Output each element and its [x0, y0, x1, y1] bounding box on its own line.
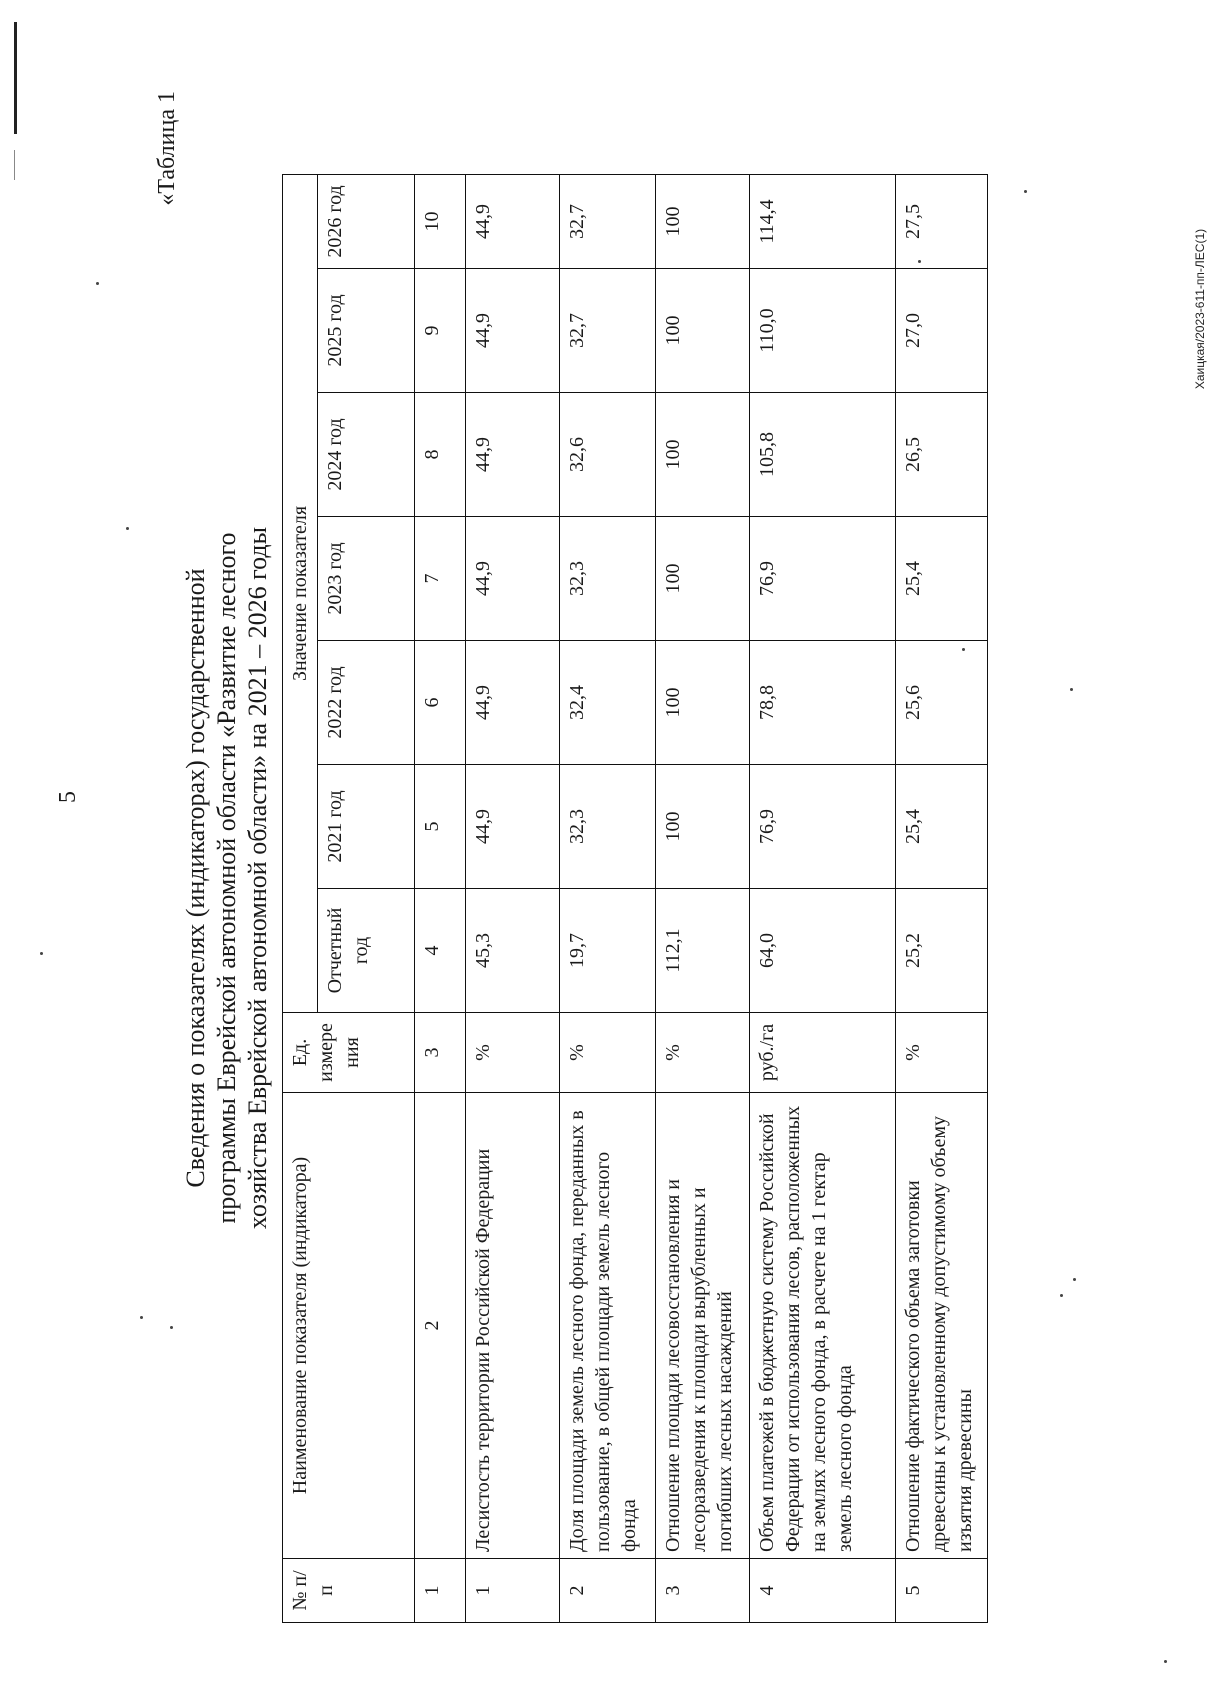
table-row: [750, 174, 896, 1622]
table-row: [560, 174, 656, 1622]
table-row: [896, 174, 988, 1622]
table-heading: [180, 333, 273, 1423]
table-row: [466, 174, 560, 1622]
row-value: 19,7: [560, 889, 656, 1013]
row-unit: руб./га: [750, 1013, 896, 1093]
heading-line-2: программы Еврейской автономной области «Развитие лесного: [212, 532, 241, 1224]
column-number: 4: [415, 889, 466, 1013]
table-label: «Таблица 1: [154, 91, 180, 206]
row-value: 44,9: [466, 269, 560, 393]
row-value: 25,2: [896, 889, 988, 1013]
row-unit: %: [656, 1013, 750, 1093]
row-value: 26,5: [896, 393, 988, 517]
row-number: 3: [656, 1559, 750, 1623]
column-number: 3: [415, 1013, 466, 1093]
row-value: 76,9: [750, 517, 896, 641]
row-value: 76,9: [750, 765, 896, 889]
row-indicator-name: Доля площади земель лесного фонда, переданных в пользование, в общей площади земель лесного фонда: [560, 1093, 656, 1559]
row-indicator-name: Лесистость территории Российской Федерации: [466, 1093, 560, 1559]
row-unit: %: [560, 1013, 656, 1093]
row-unit: %: [466, 1013, 560, 1093]
header-year: 2023 год: [318, 517, 415, 641]
header-year: 2021 год: [318, 765, 415, 889]
row-number: 5: [896, 1559, 988, 1623]
header-year: 2024 год: [318, 393, 415, 517]
row-value: 44,9: [466, 517, 560, 641]
row-value: 100: [656, 269, 750, 393]
column-number: 2: [415, 1093, 466, 1559]
row-value: 110,0: [750, 269, 896, 393]
header-row: [283, 174, 318, 1622]
row-value: 64,0: [750, 889, 896, 1013]
row-value: 78,8: [750, 641, 896, 765]
row-value: 27,0: [896, 269, 988, 393]
header-unit: Ед. измере ния: [283, 1013, 415, 1093]
row-value: 114,4: [750, 174, 896, 268]
row-number: 4: [750, 1559, 896, 1623]
row-indicator-name: Объем платежей в бюджетную систему Российской Федерации от использования лесов, расположенных на землях лесного фонда, в расчете на 1 гектар земель лесного фонда: [750, 1093, 896, 1559]
header-year: Отчетный год: [318, 889, 415, 1013]
row-value: 32,7: [560, 174, 656, 268]
row-unit: %: [896, 1013, 988, 1093]
row-number: 1: [466, 1559, 560, 1623]
row-value: 44,9: [466, 393, 560, 517]
heading-line-3: хозяйства Еврейской автономной области» на 2021 – 2026 годы: [243, 526, 272, 1230]
column-numbers-row: [415, 174, 466, 1622]
scan-speck: [96, 282, 99, 285]
heading-line-1: Сведения о показателях (индикаторах) государственной: [181, 568, 210, 1188]
column-number: 7: [415, 517, 466, 641]
row-value: 45,3: [466, 889, 560, 1013]
row-value: 44,9: [466, 765, 560, 889]
column-number: 6: [415, 641, 466, 765]
header-year: 2026 год: [318, 174, 415, 268]
table-row: [656, 174, 750, 1622]
row-value: 100: [656, 174, 750, 268]
row-value: 44,9: [466, 174, 560, 268]
row-value: 100: [656, 393, 750, 517]
row-value: 44,9: [466, 641, 560, 765]
row-value: 25,4: [896, 517, 988, 641]
column-number: 8: [415, 393, 466, 517]
document-code-footer: Хаицкая/2023-611-пп-ЛЕС(1): [1193, 228, 1207, 390]
header-name: Наименование показателя (индикатора): [283, 1093, 415, 1559]
row-indicator-name: Отношение фактического объема заготовки древесины к установленному допустимому объему изъятия древесины: [896, 1093, 988, 1559]
header-values-group: Значение показателя: [283, 174, 318, 1012]
row-value: 27,5: [896, 174, 988, 268]
column-number: 1: [415, 1559, 466, 1623]
indicators-table: [282, 174, 988, 1623]
landscape-content: [122, 93, 1162, 1673]
scan-speck: [1164, 1660, 1167, 1663]
row-value: 112,1: [656, 889, 750, 1013]
row-value: 32,4: [560, 641, 656, 765]
row-value: 100: [656, 641, 750, 765]
header-year: 2022 год: [318, 641, 415, 765]
row-value: 32,6: [560, 393, 656, 517]
row-number: 2: [560, 1559, 656, 1623]
row-value: 32,3: [560, 765, 656, 889]
row-value: 32,7: [560, 269, 656, 393]
row-value: 32,3: [560, 517, 656, 641]
row-value: 100: [656, 517, 750, 641]
scan-speck: [40, 952, 43, 955]
header-year: 2025 год: [318, 269, 415, 393]
row-value: 100: [656, 765, 750, 889]
column-number: 5: [415, 765, 466, 889]
header-no: № п/п: [283, 1559, 415, 1623]
row-value: 25,6: [896, 641, 988, 765]
page-number: 5: [55, 791, 81, 803]
column-number: 9: [415, 269, 466, 393]
scan-edge-line: [14, 150, 15, 180]
scan-edge-line: [14, 22, 17, 134]
row-indicator-name: Отношение площади лесовосстановления и лесоразведения к площади вырубленных и погибших лесных насаждений: [656, 1093, 750, 1559]
row-value: 25,4: [896, 765, 988, 889]
column-number: 10: [415, 174, 466, 268]
row-value: 105,8: [750, 393, 896, 517]
